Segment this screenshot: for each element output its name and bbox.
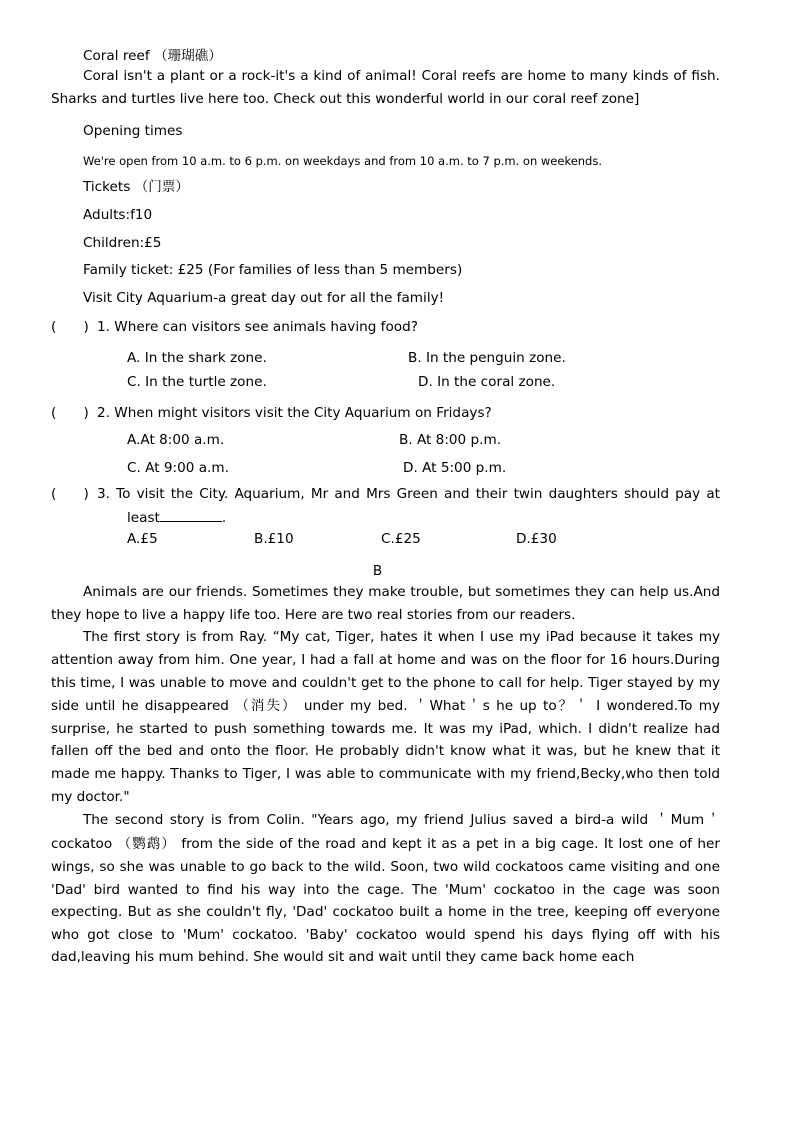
b-p1-line-1: Animals are our friends. Sometimes they make trouble, but sometimes they can help us.And <box>83 584 720 600</box>
q1-option-d: D. In the coral zone. <box>418 374 556 390</box>
b-p3-line-6: who got close to 'Mum' cockatoo. 'Baby' cockatoo would spend his days flying off with his <box>51 927 720 943</box>
b-p2-line-8: my doctor." <box>51 789 130 805</box>
b-p2-line-6: fallen off the bed and onto the floor. He probably didn't know what it was, but he knew that it <box>51 743 720 759</box>
q1-option-b: B. In the penguin zone. <box>408 350 566 366</box>
children-price: Children:£5 <box>83 235 162 251</box>
b-p2-line-3: this time, I was unable to move and couldn't get to the phone to call for help. Tiger stayed by my <box>51 675 720 691</box>
question-2: 2. When might visitors visit the City Aquarium on Fridays? <box>97 405 492 421</box>
question-3-period: . <box>221 510 227 526</box>
b-p2-line-4: side until he disappeared （消失） under my bed. ＇What＇s he up to？＇ I wondered.To my <box>51 698 720 714</box>
b-p3-line-3: wings, so she was unable to go back to the wild. Soon, two wild cockatoos came visiting and one <box>51 859 720 875</box>
q2-option-c: C. At 9:00 a.m. <box>127 460 229 476</box>
tickets-heading: Tickets （门票） <box>83 179 189 195</box>
adults-price: Adults:f10 <box>83 207 153 223</box>
question-3: 3. To visit the City. Aquarium, Mr and Mrs Green and their twin daughters should pay at <box>97 486 720 502</box>
b-p3-line-7: dad,leaving his mum behind. She would sit and wait until they came back home each <box>51 949 635 965</box>
b-p3-line-2: cockatoo （鹦鹉） from the side of the road and kept it as a pet in a big cage. It lost one of her <box>51 836 720 852</box>
b-p3-line-1: The second story is from Colin. "Years ago, my friend Julius saved a bird-a wild ＇Mum＇ <box>83 812 720 828</box>
section-b-label: B <box>372 563 383 579</box>
visit-slogan: Visit City Aquarium-a great day out for all the family! <box>83 290 445 306</box>
q3-option-a: A.£5 <box>127 531 158 547</box>
q3-option-c: C.£25 <box>381 531 421 547</box>
opening-heading: Opening times <box>83 123 183 139</box>
coral-heading: Coral reef （珊瑚礁） <box>83 48 222 64</box>
q3-option-d: D.£30 <box>516 531 557 547</box>
q2-option-d: D. At 5:00 p.m. <box>403 460 507 476</box>
q3-option-b: B.£10 <box>254 531 294 547</box>
answer-bracket-2: ( ) <box>51 405 89 421</box>
answer-bracket-1: ( ) <box>51 319 89 335</box>
q2-option-b: B. At 8:00 p.m. <box>399 432 502 448</box>
b-p2-line-7: made me happy. Thanks to Tiger, I was able to communicate with my friend,Becky,who then told <box>51 766 720 782</box>
q2-option-a: A.At 8:00 a.m. <box>127 432 225 448</box>
answer-bracket-3: ( ) <box>51 486 89 502</box>
q1-option-c: C. In the turtle zone. <box>127 374 267 390</box>
coral-text-line-1: Coral isn't a plant or a rock-it's a kind of animal! Coral reefs are home to many kinds of fish. <box>83 68 720 84</box>
opening-text: We're open from 10 a.m. to 6 p.m. on weekdays and from 10 a.m. to 7 p.m. on weekends. <box>83 154 603 168</box>
question-1: 1. Where can visitors see animals having food? <box>97 319 418 335</box>
b-p2-line-5: surprise, he started to push something towards me. It was my iPad, which. I didn't realize had <box>51 721 720 737</box>
b-p1-line-2: they hope to live a happy life too. Here are two real stories from our readers. <box>51 607 576 623</box>
b-p2-line-2: attention away from him. One year, I had a fall at home and was on the floor for 16 hours.During <box>51 652 720 668</box>
b-p2-line-1: The first story is from Ray. “My cat, Tiger, hates it when I use my iPad because it takes my <box>83 629 720 645</box>
b-p3-line-4: 'Dad' bird wanted to find his way into the cage. The 'Mum' cockatoo in the cage was soon <box>51 882 720 898</box>
b-p3-line-5: expecting. But as she couldn't fly, 'Dad' cockatoo built a home in the tree, keeping off everyone <box>51 904 720 920</box>
question-3-least: least <box>127 510 160 526</box>
answer-blank[interactable] <box>160 507 222 522</box>
coral-text-line-2: Sharks and turtles live here too. Check out this wonderful world in our coral reef zone] <box>51 91 640 107</box>
question-3-line-2 <box>127 507 226 528</box>
q1-option-a: A. In the shark zone. <box>127 350 267 366</box>
family-ticket: Family ticket: £25 (For families of less than 5 members) <box>83 262 463 278</box>
